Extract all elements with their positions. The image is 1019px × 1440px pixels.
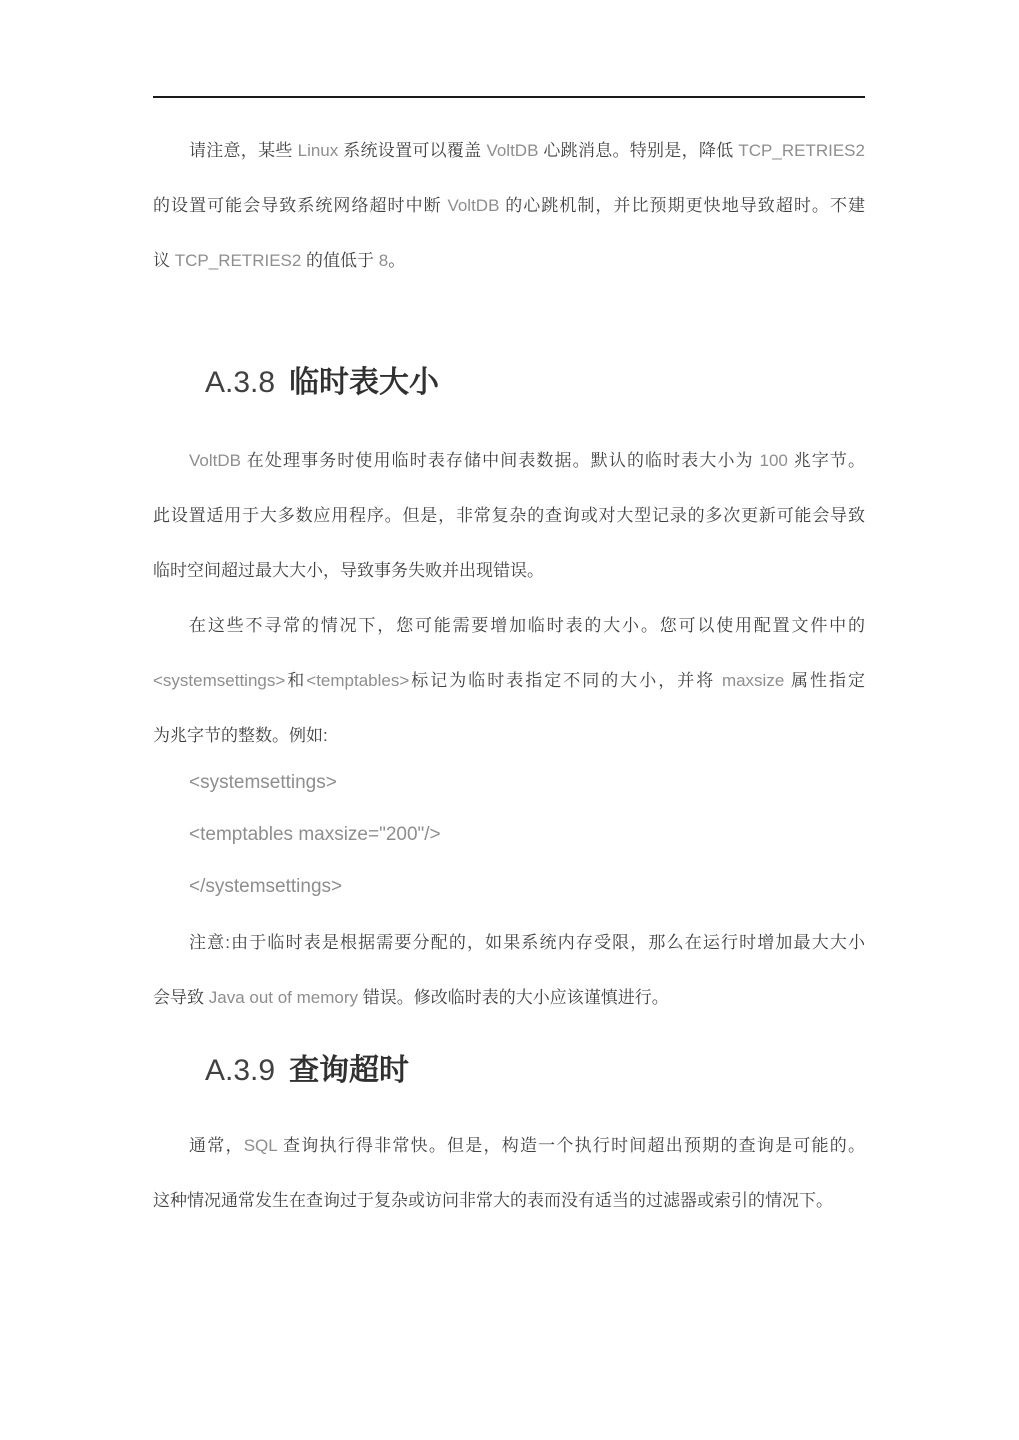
code-line: <systemsettings> <box>189 772 337 793</box>
paragraph-line: 临时空间超过最大大小，导致事务失败并出现错误。 <box>153 561 544 580</box>
paragraph-line: 通常，SQL 查询执行得非常快。但是，构造一个执行时间超出预期的查询是可能的。 <box>189 1136 865 1155</box>
code-line: <temptables maxsize="200"/> <box>189 824 441 845</box>
paragraph-temp-table-config <box>153 598 865 763</box>
paragraph-line: 会导致 Java out of memory 错误。修改临时表的大小应该谨慎进行。 <box>153 988 669 1007</box>
paragraph-line: 注意:由于临时表是根据需要分配的，如果系统内存受限，那么在运行时增加最大大小 <box>189 933 865 952</box>
paragraph-line: 为兆字节的整数。例如: <box>153 726 328 745</box>
paragraph-heartbeat-note <box>153 123 865 288</box>
code-line: </systemsettings> <box>189 876 343 897</box>
paragraph-memory-note <box>153 915 865 1025</box>
section-title: 临时表大小 <box>289 366 440 399</box>
paragraph-query-timeout-intro <box>153 1118 865 1228</box>
page-content <box>153 0 865 1228</box>
section-heading-a-3-8 <box>205 363 865 403</box>
paragraph-line: 在这些不寻常的情况下，您可能需要增加临时表的大小。您可以使用配置文件中的 <box>189 616 865 635</box>
section-heading-a-3-9 <box>205 1051 865 1091</box>
paragraph-temp-table-intro <box>153 433 865 598</box>
header-rule <box>153 96 865 98</box>
paragraph-line: VoltDB 在处理事务时使用临时表存储中间表数据。默认的临时表大小为 100 兆字节。 <box>189 451 865 470</box>
paragraph-line: 请注意，某些 Linux 系统设置可以覆盖 VoltDB 心跳消息。特别是，降低 TCP_RETRIES2 <box>189 141 865 160</box>
paragraph-line: 此设置适用于大多数应用程序。但是，非常复杂的查询或对大型记录的多次更新可能会导致 <box>153 506 865 525</box>
section-title: 查询超时 <box>289 1054 410 1087</box>
xml-code-snippet <box>189 757 865 913</box>
paragraph-line: 的设置可能会导致系统网络超时中断 VoltDB 的心跳机制，并比预期更快地导致超时。不建 <box>153 196 865 215</box>
paragraph-line: <systemsettings>和<temptables>标记为临时表指定不同的大小，并将 maxsize 属性指定 <box>153 671 865 690</box>
section-number: A.3.8 <box>205 366 276 399</box>
section-number: A.3.9 <box>205 1054 276 1087</box>
paragraph-line: 议 TCP_RETRIES2 的值低于 8。 <box>153 251 406 270</box>
paragraph-line: 这种情况通常发生在查询过于复杂或访问非常大的表而没有适当的过滤器或索引的情况下。 <box>153 1191 833 1210</box>
